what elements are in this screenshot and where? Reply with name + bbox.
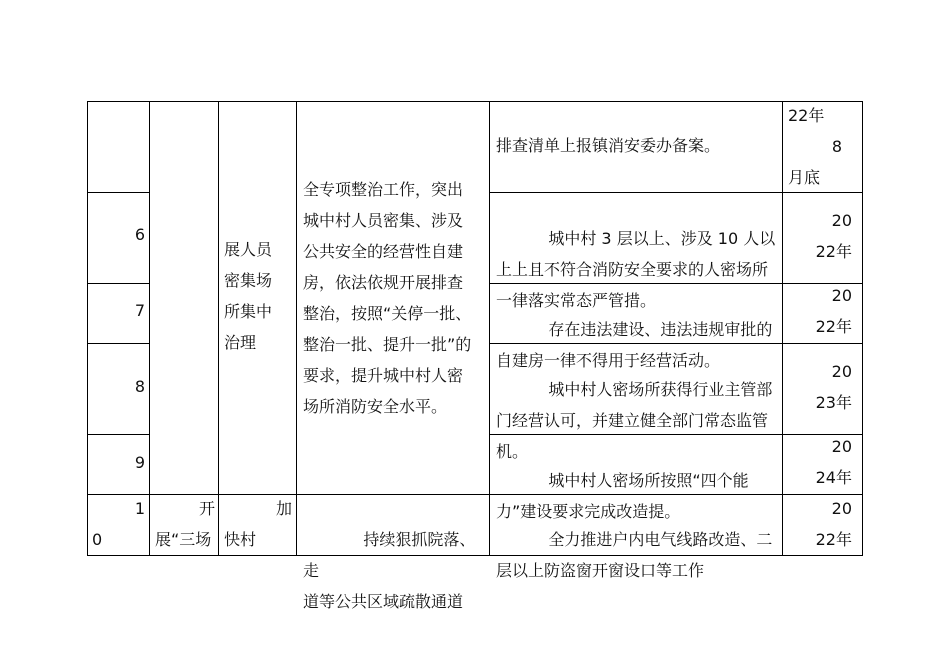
row7-date: 20 22年 xyxy=(815,286,852,336)
row10-task: 全力推进户内电气线路改造、二 层以上防盗窗开窗设口等工作 xyxy=(496,530,773,580)
row-divider-3 xyxy=(87,343,149,344)
row10-date: 20 22年 xyxy=(815,499,852,549)
col-border-right xyxy=(862,101,863,556)
row8-id: 8 xyxy=(134,377,145,396)
col-border-1 xyxy=(149,101,150,556)
row8-date: 20 23年 xyxy=(815,362,852,412)
row10-col4: 持续狠抓院落、走 道等公共区域疏散通道 xyxy=(303,530,476,611)
row6-id: 6 xyxy=(134,225,145,244)
row-divider-2 xyxy=(87,283,149,284)
row10-id: 1 0 xyxy=(92,499,145,549)
row6-date: 20 22年 xyxy=(815,211,852,261)
col-border-2 xyxy=(218,101,219,556)
row1-date: 22年 8 月底 xyxy=(788,106,842,187)
row9-date: 20 24年 xyxy=(815,437,852,487)
row7-task: 存在违法建设、违法违规审批的自建房一律不得用于经营活动。 xyxy=(496,320,773,370)
col-border-3 xyxy=(296,101,297,556)
col-border-4 xyxy=(489,101,490,556)
row1-task: 排查清单上报镇消安委办备案。 xyxy=(496,136,721,155)
row6-task: 城中村 3 层以上、涉及 10 人以上上且不符合消防安全要求的人密场所一律落实常态严管措。 xyxy=(496,229,776,310)
col-border-left xyxy=(87,101,88,556)
row7-id: 7 xyxy=(134,301,145,320)
row-divider-1 xyxy=(87,192,149,193)
merged-col3-text: 展人员 密集场 所集中 治理 xyxy=(224,240,273,352)
col-border-5 xyxy=(782,101,783,556)
row9-task: 城中村人密场所按照“四个能力”建设要求完成改造提。 xyxy=(496,471,749,521)
row9-id: 9 xyxy=(134,453,145,472)
merged-col4-text: 全专项整治工作，突出 城中村人员密集、涉及 公共安全的经营性自建 房，依法依规开展排查 整治，按照“关停一批、 整治一批、提升一批”的 要求，提升城中村人密 场所消防安全水平。 xyxy=(303,180,472,416)
table-top-border xyxy=(87,101,862,102)
row-divider-4 xyxy=(87,434,149,435)
row8-task: 城中村人密场所获得行业主管部门经营认可，并建立健全部门常态监管机。 xyxy=(496,380,773,461)
row10-col2: 开 展“三场 xyxy=(155,499,215,549)
row10-col3: 加 快村 xyxy=(224,499,292,549)
